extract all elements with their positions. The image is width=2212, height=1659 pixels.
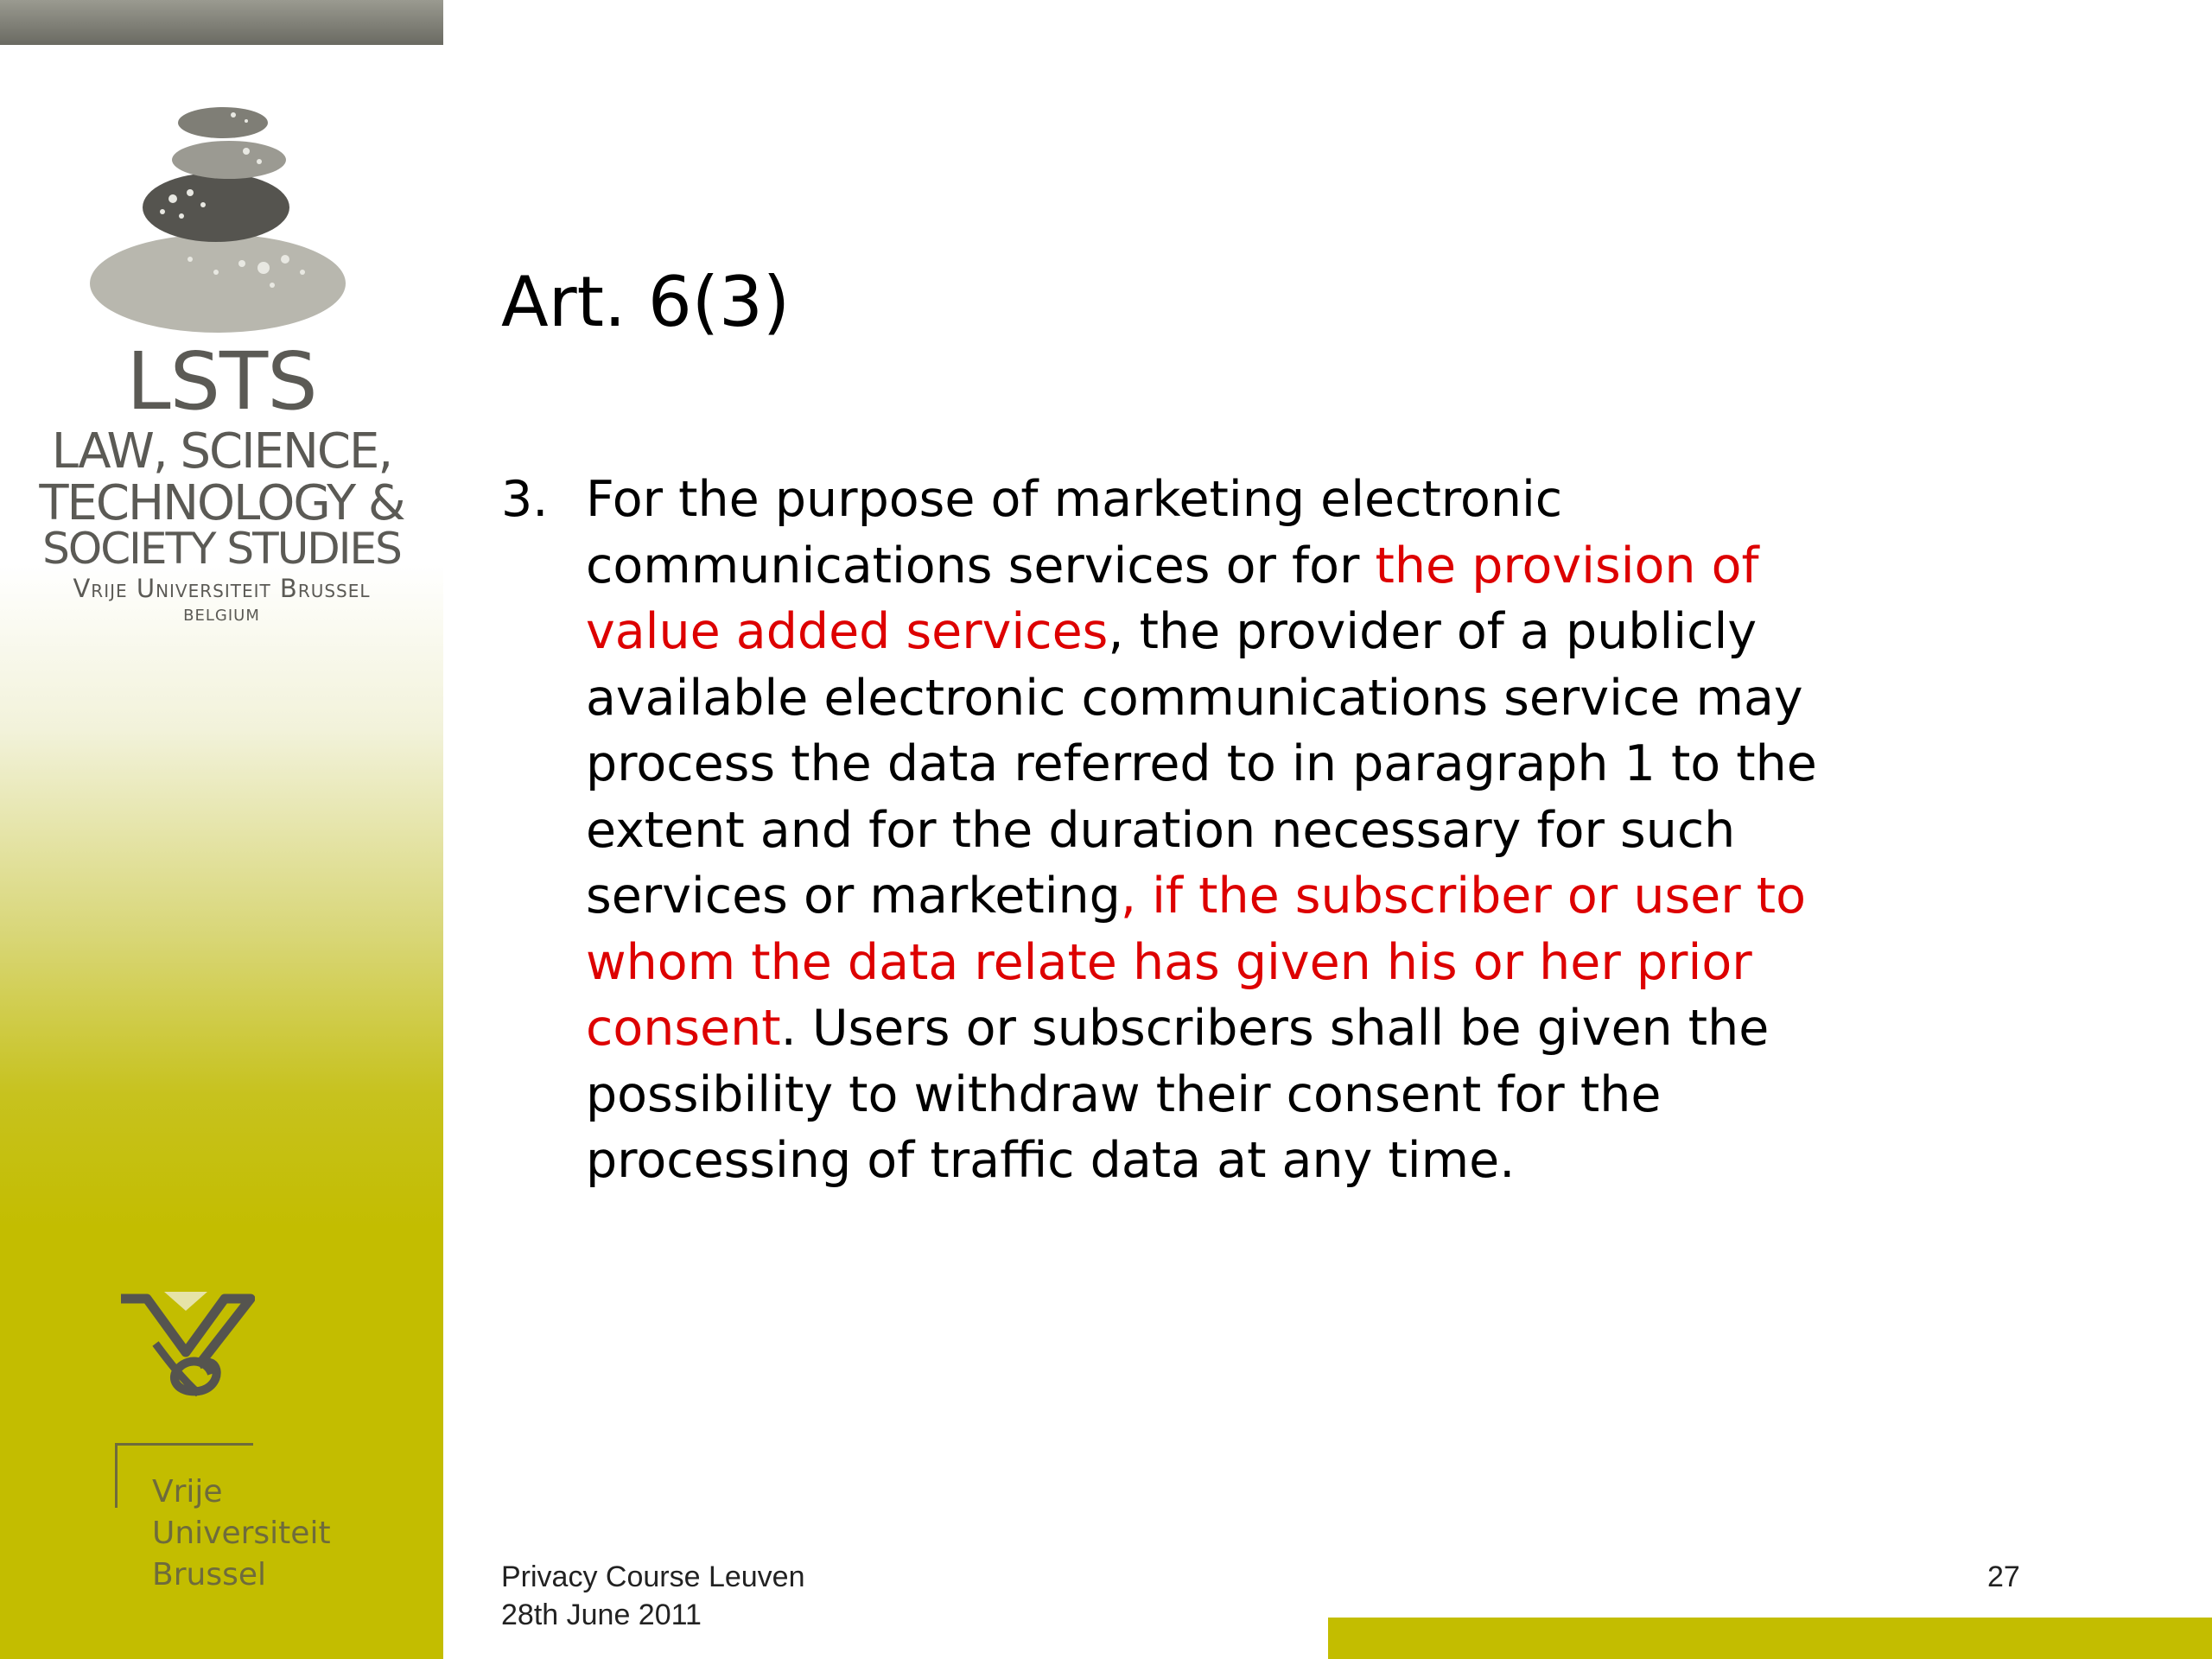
vub-name-line-3: Brussel — [152, 1557, 266, 1592]
footer-course-name: Privacy Course Leuven — [501, 1560, 805, 1593]
highlighted-text: consent — [586, 1000, 781, 1057]
sidebar — [0, 0, 443, 1659]
logo-name-line-1: LAW, SCIENCE, — [51, 423, 392, 480]
item-number: 3. — [501, 471, 549, 528]
text-line — [586, 665, 1987, 732]
footer-date: 28th June 2011 — [501, 1599, 702, 1631]
text-segment: . Users or subscribers shall be given the — [780, 1000, 1770, 1057]
sidebar-top-bar — [0, 0, 443, 45]
bottom-accent-bar — [1328, 1618, 2212, 1659]
vub-name-line-1: Vrije — [152, 1474, 223, 1510]
text-line — [586, 798, 1987, 864]
text-segment: process the data referred to in paragraph 1 to the — [586, 735, 1817, 792]
highlighted-text: value added services — [586, 603, 1109, 660]
list-item — [501, 467, 1987, 1194]
highlighted-text: , if the subscriber or user to — [1120, 868, 1806, 925]
stacked-stones-logo-icon — [78, 99, 363, 333]
text-line — [586, 995, 1987, 1062]
text-segment: processing of traffic data at any time. — [586, 1132, 1516, 1189]
text-segment: communications services or for — [586, 537, 1376, 594]
body-list — [501, 467, 1987, 1194]
logo-name-line-2: TECHNOLOGY & — [39, 475, 404, 531]
text-line — [586, 1128, 1987, 1194]
vub-emblem-icon — [117, 1292, 255, 1404]
text-segment: For the purpose of marketing electronic — [586, 471, 1563, 528]
item-text — [586, 467, 1987, 1194]
text-line — [586, 1062, 1987, 1128]
logo-country: BELGIUM — [183, 607, 260, 625]
logo-acronym: LSTS — [126, 335, 317, 428]
text-line — [586, 930, 1987, 996]
highlighted-text: the provision of — [1375, 537, 1759, 594]
text-segment: , the provider of a publicly — [1108, 603, 1758, 660]
text-line — [586, 731, 1987, 798]
text-line — [586, 863, 1987, 930]
logo-university: Vrije Universiteit Brussel — [73, 574, 371, 603]
text-segment: extent and for the duration necessary for such — [586, 801, 1736, 859]
text-line — [586, 599, 1987, 665]
text-line — [586, 533, 1987, 600]
text-segment: possibility to withdraw their consent for the — [586, 1065, 1662, 1123]
text-segment: services or marketing — [586, 868, 1121, 925]
slide-title: Art. 6(3) — [501, 262, 791, 342]
text-line — [586, 467, 1987, 533]
page-number: 27 — [1987, 1560, 2020, 1593]
vub-name-line-2: Universiteit — [152, 1516, 331, 1551]
text-segment: available electronic communications service may — [586, 669, 1803, 727]
highlighted-text: whom the data relate has given his or her prior — [586, 933, 1752, 991]
logo-name-line-3: SOCIETY STUDIES — [42, 524, 401, 574]
